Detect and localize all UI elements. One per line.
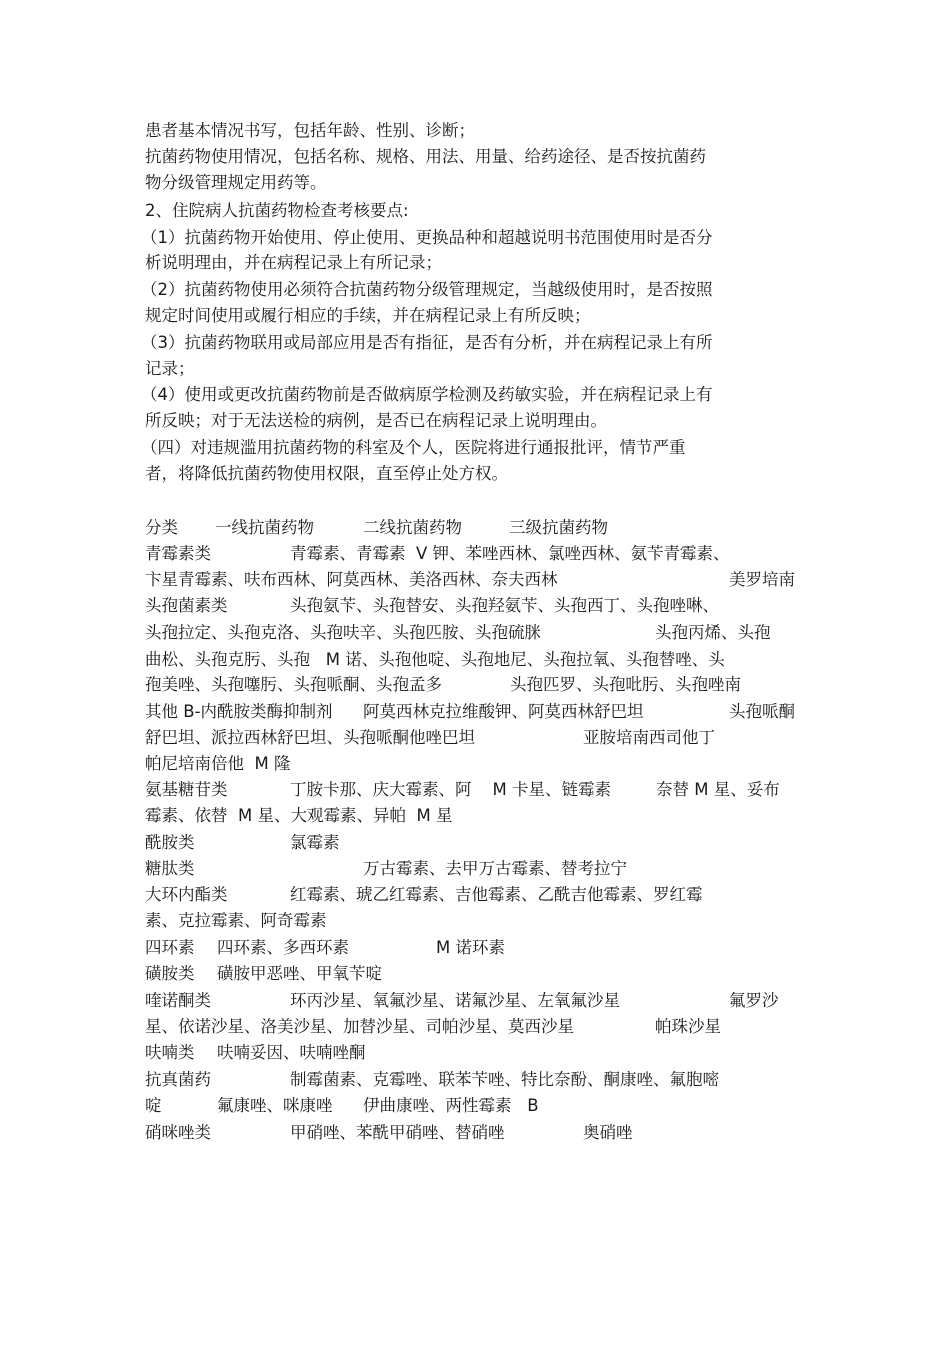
category-label: 硝咪唑类 — [145, 1123, 211, 1142]
drug-list: 氟康唑、咪康唑 — [217, 1096, 333, 1115]
text-line: （1）抗菌药物开始使用、停止使用、更换品种和超越说明书范围使用时是否分 — [141, 228, 713, 247]
category-label: 青霉素类 — [145, 544, 211, 563]
drug-list: 帕尼培南倍他 M 隆 — [145, 754, 291, 773]
category-label: 头孢菌素类 — [145, 596, 228, 615]
drug-list: 素、克拉霉素、阿奇霉素 — [145, 911, 327, 930]
table-header-category: 分类 — [145, 518, 178, 537]
drug-list: 头孢拉定、头孢克洛、头孢呋辛、头孢匹胺、头孢硫脒 — [145, 623, 541, 642]
drug-list: 万古霉素、去甲万古霉素、替考拉宁 — [363, 859, 627, 878]
text-line: 者，将降低抗菌药物使用权限，直至停止处方权。 — [145, 464, 508, 483]
drug-list: 呋喃妥因、呋喃唑酮 — [217, 1043, 366, 1062]
drug-list: 孢美唑、头孢噻肟、头孢哌酮、头孢孟多 — [145, 675, 442, 694]
category-label: 磺胺类 — [145, 964, 195, 983]
text-line: 物分级管理规定用药等。 — [145, 173, 327, 192]
text-line: 患者基本情况书写，包括年龄、性别、诊断； — [145, 121, 475, 140]
drug-list: 磺胺甲恶唑、甲氧苄啶 — [217, 964, 382, 983]
drug-list: 伊曲康唑、两性霉素 B — [363, 1096, 539, 1115]
text-line: （3）抗菌药物联用或局部应用是否有指征，是否有分析，并在病程记录上有所 — [141, 333, 713, 352]
category-label: 四环素 — [145, 938, 195, 957]
drug-list: 头孢哌酮 — [729, 702, 795, 721]
category-label: 其他 B-内酰胺类酶抑制剂 — [145, 702, 333, 721]
category-label: 氨基糖苷类 — [145, 780, 228, 799]
drug-list: 阿莫西林克拉维酸钾、阿莫西林舒巴坦 — [363, 702, 644, 721]
category-label: 呋喃类 — [145, 1043, 195, 1062]
drug-list: 青霉素、青霉素 V 钾、苯唑西林、氯唑西林、氨苄青霉素、 — [290, 544, 730, 563]
drug-list: 奈替 M 星、妥布 — [656, 780, 780, 799]
category-label: 酰胺类 — [145, 833, 195, 852]
drug-list: 奥硝唑 — [583, 1123, 633, 1142]
drug-list: 亚胺培南西司他丁 — [583, 728, 715, 747]
drug-list: 啶 — [145, 1096, 162, 1115]
table-header-first-line: 一线抗菌药物 — [215, 518, 314, 537]
drug-list: 美罗培南 — [729, 570, 795, 589]
drug-list: 氟罗沙 — [729, 991, 779, 1010]
drug-list: 环丙沙星、氧氟沙星、诺氟沙星、左氧氟沙星 — [290, 991, 620, 1010]
drug-list: M 诺环素 — [436, 938, 505, 957]
drug-list: 甲硝唑、苯酰甲硝唑、替硝唑 — [290, 1123, 505, 1142]
drug-list: 舒巴坦、派拉西林舒巴坦、头孢哌酮他唑巴坦 — [145, 728, 475, 747]
text-line: （4）使用或更改抗菌药物前是否做病原学检测及药敏实验，并在病程记录上有 — [141, 385, 713, 404]
drug-list: 头孢匹罗、头孢吡肟、头孢唑南 — [510, 675, 741, 694]
drug-list: 头孢丙烯、头孢 — [655, 623, 771, 642]
drug-list: 四环素、多西环素 — [217, 938, 349, 957]
text-line: （2）抗菌药物使用必须符合抗菌药物分级管理规定，当越级使用时，是否按照 — [141, 280, 713, 299]
drug-list: 曲松、头孢克肟、头孢 M 诺、头孢他啶、头孢地尼、头孢拉氧、头孢替唑、头 — [145, 650, 725, 669]
drug-list: 丁胺卡那、庆大霉素、阿 M 卡星、链霉素 — [290, 780, 611, 799]
section-heading: 2、住院病人抗菌药物检查考核要点: — [145, 201, 409, 220]
drug-list: 制霉菌素、克霉唑、联苯苄唑、特比奈酚、酮康唑、氟胞嘧 — [290, 1070, 719, 1089]
drug-list: 霉素、依替 M 星、大观霉素、异帕 M 星 — [145, 806, 453, 825]
text-line: 所反映；对于无法送检的病例，是否已在病程记录上说明理由。 — [145, 411, 607, 430]
text-line: 记录； — [145, 359, 195, 378]
drug-list: 氯霉素 — [290, 833, 340, 852]
drug-list: 头孢氨苄、头孢替安、头孢羟氨苄、头孢西丁、头孢唑啉、 — [290, 596, 719, 615]
text-line: 规定时间使用或履行相应的手续，并在病程记录上有所反映； — [145, 306, 591, 325]
drug-list: 红霉素、琥乙红霉素、吉他霉素、乙酰吉他霉素、罗红霉 — [290, 885, 703, 904]
category-label: 糖肽类 — [145, 859, 195, 878]
text-line: 析说明理由，并在病程记录上有所记录； — [145, 253, 442, 272]
drug-list: 星、依诺沙星、洛美沙星、加替沙星、司帕沙星、莫西沙星 — [145, 1017, 574, 1036]
category-label: 喹诺酮类 — [145, 991, 211, 1010]
category-label: 大环内酯类 — [145, 885, 228, 904]
table-header-third-line: 三级抗菌药物 — [509, 518, 608, 537]
table-header-second-line: 二线抗菌药物 — [363, 518, 462, 537]
drug-list: 卞星青霉素、呋布西林、阿莫西林、美洛西林、奈夫西林 — [145, 570, 558, 589]
text-line: （四）对违规滥用抗菌药物的科室及个人，医院将进行通报批评，情节严重 — [141, 438, 686, 457]
drug-list: 帕珠沙星 — [655, 1017, 721, 1036]
text-line: 抗菌药物使用情况，包括名称、规格、用法、用量、给药途径、是否按抗菌药 — [145, 147, 706, 166]
category-label: 抗真菌药 — [145, 1070, 211, 1089]
